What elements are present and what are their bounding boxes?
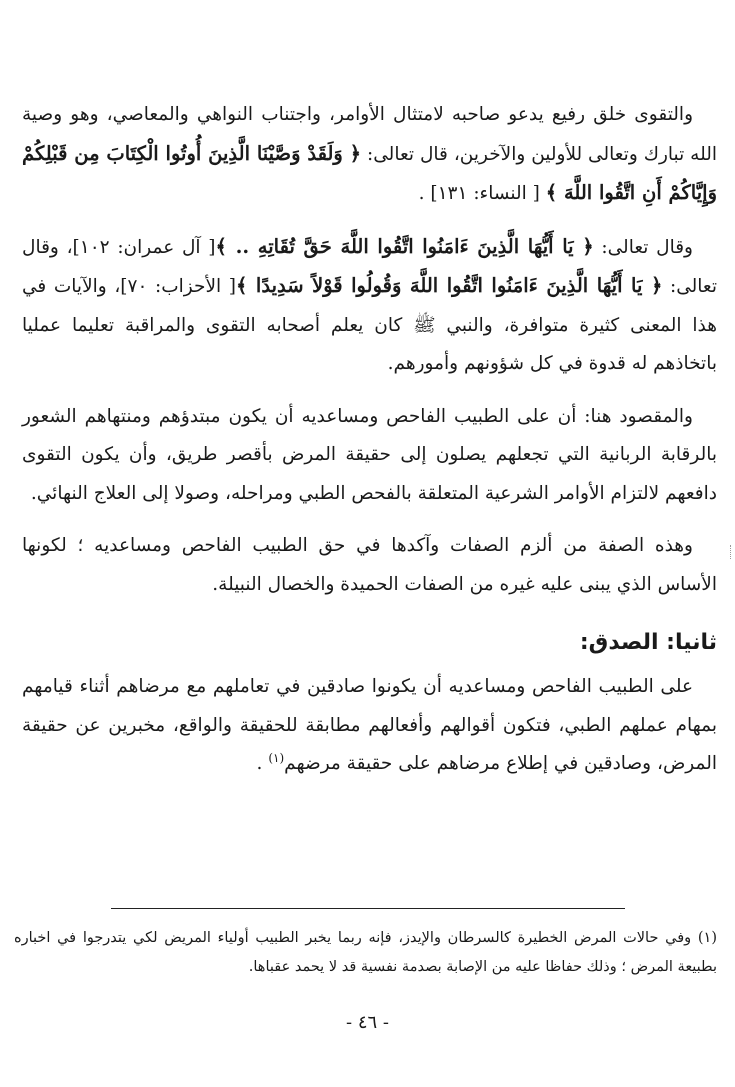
scan-edge-mark bbox=[726, 545, 731, 559]
text: [ الأحزاب: ٧٠]، والآيات في هذا المعنى كثيرة متوافرة، والنبي ﷺ كان يعلم أصحابه التقوى والمراقبة تعليما عمليا باتخاذهم له قدوة في كل شؤونهم وأمورهم. bbox=[22, 276, 717, 374]
paragraph-importance bbox=[22, 527, 717, 604]
verse-citation: [ النساء: ١٣١] . bbox=[418, 183, 546, 204]
paragraph-honesty bbox=[22, 668, 717, 784]
section-heading: ثانيا: الصدق: bbox=[579, 630, 717, 655]
paragraph-purpose bbox=[22, 398, 717, 514]
footnote-reference[interactable]: (١) bbox=[268, 750, 285, 765]
paragraph-verses bbox=[22, 228, 717, 384]
page-number: - ٤٦ - bbox=[346, 1012, 389, 1033]
text: والتقوى خلق رفيع يدعو صاحبه لامتثال الأوامر، واجتناب النواهي والمعاصي، وهو وصية الله تبارك وتعالى للأولين والآخرين، قال تعالى: bbox=[22, 104, 717, 165]
quran-verse: ﴿ يَا أَيُّهَا الَّذِينَ ءَامَنُوا اتَّقُوا اللَّهَ وَقُولُوا قَوْلاً سَدِيدًا ﴾ bbox=[235, 274, 663, 297]
text: وقال تعالى: bbox=[593, 236, 693, 258]
verse-citation: [ آل عمران: ١٠٢]، وقال تعالى: bbox=[22, 236, 717, 297]
footnote-divider bbox=[111, 908, 625, 909]
text: وهذه الصفة من ألزم الصفات وآكدها في حق الطبيب الفاحص ومساعديه ؛ لكونها الأساس الذي يبنى عليه غيره من الصفات الحميدة والخصال النبيلة. bbox=[22, 535, 717, 595]
text: والمقصود هنا: أن على الطبيب الفاحص ومساعديه أن يكون مبتدؤهم ومنتهاهم الشعور بالرقابة الربانية التي تجعلهم يصلون إلى حقيقة المرض بأقصر طريق، وأن يكون التقوى دافعهم لالتزام الأوامر الشرعية المتعلقة بالفحص الطبي ومراحله، وصولا إلى العلاج النهائي. bbox=[22, 405, 717, 504]
paragraph-taqwa-intro bbox=[22, 96, 717, 214]
quran-verse: ﴿ يَا أَيُّهَا الَّذِينَ ءَامَنُوا اتَّقُوا اللَّهَ حَقَّ تُقَاتِهِ .. ﴾ bbox=[215, 234, 594, 258]
footnote: (١) وفي حالات المرض الخطيرة كالسرطان والإيدز، فإنه ربما يخبر الطبيب أولياء المريض لكي يتدرجوا في اخباره بطبيعة المرض ؛ وذلك حفاظا عليه من الإصابة بصدمة نفسية قد لا يحمد عقباها. bbox=[14, 930, 717, 975]
quran-verse: ﴿ وَلَقَدْ وَصَّيْنَا الَّذِينَ أُوتُوا الْكِتَابَ مِن قَبْلِكُمْ وَإِيَّاكُمْ أَنِ اتَّقُوا اللَّهَ ﴾ bbox=[22, 141, 717, 204]
text: على الطبيب الفاحص ومساعديه أن يكونوا صادقين في تعاملهم مع مرضاهم أثناء قيامهم بمهام عملهم الطبي، فتكون أقوالهم وأفعالهم مطابقة للحقيقة والواقع، مخبرين عن حقيقة المرض، وصادقين في إطلاع مرضاهم على حقيقة مرضهم bbox=[22, 676, 717, 774]
text: . bbox=[256, 753, 269, 774]
